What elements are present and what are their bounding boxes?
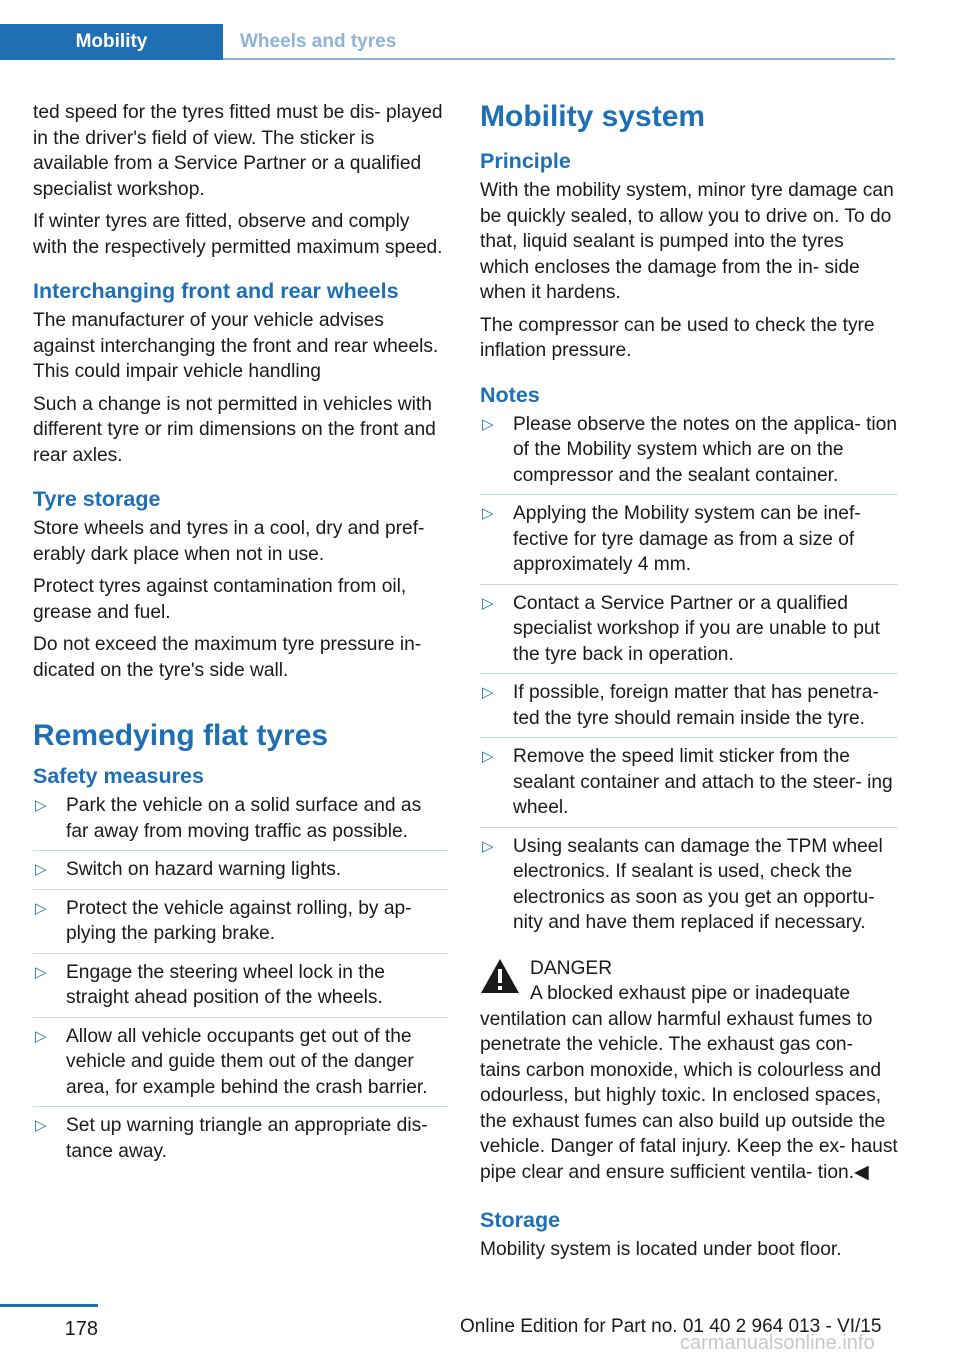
list-item	[480, 591, 898, 675]
intro-paragraph: ted speed for the tyres fitted must be dis‐ played in the driver's field of view. The sticker is available from a Service Partner or a qualified specialist workshop.	[33, 102, 443, 200]
list-item	[33, 1113, 448, 1170]
triangle-bullet-icon: ▷	[35, 1027, 47, 1045]
list-item-text: Switch on hazard warning lights.	[66, 859, 342, 880]
danger-title: DANGER	[530, 957, 613, 979]
list-item	[480, 744, 898, 828]
safety-measures-heading: Safety measures	[33, 764, 204, 788]
storage-heading: Storage	[480, 1208, 561, 1232]
triangle-bullet-icon: ▷	[482, 594, 494, 612]
tyre-storage-paragraph: Do not exceed the maximum tyre pressure in‐ dicated on the tyre's side wall.	[33, 634, 422, 681]
list-item	[480, 412, 898, 496]
notes-list	[480, 412, 898, 942]
page-number: 178	[64, 1318, 98, 1340]
triangle-bullet-icon: ▷	[35, 797, 47, 814]
triangle-bullet-icon: ▷	[482, 748, 494, 765]
list-item	[480, 501, 898, 585]
list-item	[480, 834, 898, 942]
triangle-bullet-icon: ▷	[35, 963, 47, 981]
mobility-system-title: Mobility system	[480, 100, 706, 133]
list-item	[33, 896, 448, 954]
triangle-bullet-icon: ▷	[482, 505, 494, 522]
principle-heading: Principle	[480, 149, 571, 173]
list-item	[33, 1024, 448, 1108]
list-item-text: Please observe the notes on the applica‐ tion of the Mobility system which are on the compressor and the sealant container.	[513, 413, 898, 486]
remedying-flat-tyres-title: Remedying flat tyres	[33, 719, 329, 752]
storage-paragraph: Mobility system is located under boot floor.	[480, 1239, 842, 1260]
triangle-bullet-icon: ▷	[482, 684, 494, 701]
safety-measures-list	[33, 793, 448, 1170]
interchanging-paragraph: The manufacturer of your vehicle advises against interchanging the front and rear wheels. This could impair vehicle handling	[33, 310, 439, 382]
list-item-text: Allow all vehicle occupants get out of the vehicle and guide them out of the danger area, for example behind the crash barrier.	[66, 1025, 428, 1098]
list-item	[33, 960, 448, 1018]
triangle-bullet-icon: ▷	[35, 861, 47, 878]
triangle-bullet-icon: ▷	[35, 899, 47, 917]
chapter-tab: Wheels and tyres	[240, 31, 397, 52]
list-item-text: Remove the speed limit sticker from the sealant container and attach to the steer‐ ing wheel.	[513, 746, 893, 818]
tyre-storage-paragraph: Store wheels and tyres in a cool, dry and pref‐ erably dark place when not in use.	[33, 518, 425, 565]
danger-text: A blocked exhaust pipe or inadequate ventilation can allow harmful exhaust fumes to penetrate the vehicle. The exhaust gas con‐ tains carbon monoxide, which is colourless and odourless, but highly toxic. In enclosed spaces, the exhaust fumes can also build up outside the vehicle. Danger of fatal injury. Keep the ex‐ haust pipe clear and ensure sufficient ventila‐ tion.◀	[480, 983, 898, 1183]
list-item	[33, 793, 448, 851]
list-item-text: Set up warning triangle an appropriate dis‐ tance away.	[66, 1115, 428, 1162]
edition-line: Online Edition for Part no. 01 40 2 964 013 - VI/15	[460, 1316, 882, 1337]
list-item-text: Using sealants can damage the TPM wheel electronics. If sealant is used, check the electronics as soon as you get an opportu‐ nity and have them replaced if necessary.	[513, 835, 883, 933]
principle-paragraph: With the mobility system, minor tyre damage can be quickly sealed, to allow you to drive on. To do that, liquid sealant is pumped into the tyres which encloses the damage from the in‐ side when it hardens.	[480, 180, 894, 303]
list-item-text: Protect the vehicle against rolling, by ap‐ plying the parking brake.	[66, 897, 412, 944]
list-item-text: Engage the steering wheel lock in the straight ahead position of the wheels.	[66, 961, 385, 1008]
watermark: carmanualsonline.info	[680, 1332, 875, 1354]
list-item-text: Park the vehicle on a solid surface and as far away from moving traffic as possible.	[66, 795, 422, 842]
interchanging-paragraph: Such a change is not permitted in vehicles with different tyre or rim dimensions on the front and rear axles.	[33, 393, 436, 466]
danger-notice	[480, 956, 898, 1186]
list-item-text: Applying the Mobility system can be inef‐ fective for tyre damage as from a size of approximately 4 mm.	[513, 503, 861, 575]
page-header	[0, 24, 895, 62]
left-column	[33, 100, 448, 1176]
notes-heading: Notes	[480, 382, 540, 407]
header-rule	[223, 58, 895, 60]
footer-rule	[0, 1304, 98, 1307]
principle-paragraph: The compressor can be used to check the tyre inflation pressure.	[480, 314, 875, 361]
list-item	[480, 680, 898, 738]
triangle-bullet-icon: ▷	[482, 837, 494, 855]
right-column	[480, 100, 898, 1270]
section-tab: Mobility	[0, 24, 223, 60]
tyre-storage-paragraph: Protect tyres against contamination from oil, grease and fuel.	[33, 576, 407, 623]
triangle-bullet-icon: ▷	[482, 415, 494, 433]
list-item-text: If possible, foreign matter that has penetra‐ ted the tyre should remain inside the tyre.	[513, 682, 879, 729]
warning-triangle-icon	[480, 958, 520, 994]
triangle-bullet-icon: ▷	[35, 1117, 47, 1134]
interchanging-heading: Interchanging front and rear wheels	[33, 279, 399, 303]
list-item	[33, 857, 448, 890]
list-item-text: Contact a Service Partner or a qualified specialist workshop if you are unable to put the tyre back in operation.	[513, 592, 880, 665]
intro-paragraph: If winter tyres are fitted, observe and comply with the respectively permitted maximum speed.	[33, 211, 443, 258]
tyre-storage-heading: Tyre storage	[33, 487, 161, 511]
